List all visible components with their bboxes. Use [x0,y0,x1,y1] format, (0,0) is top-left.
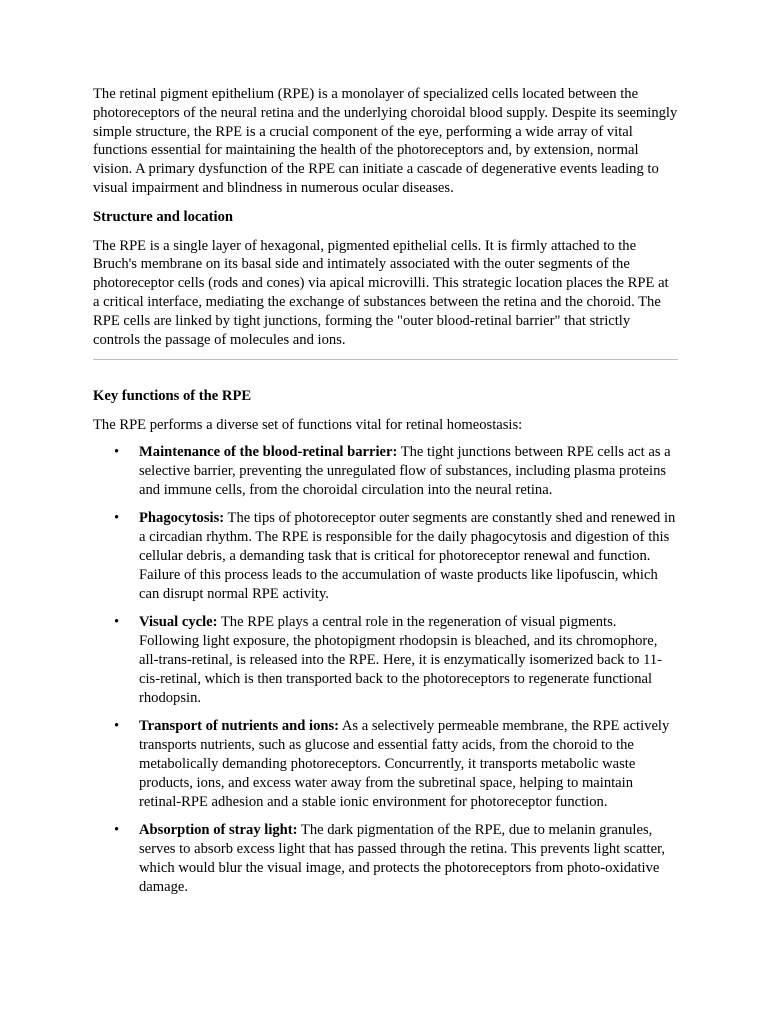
functions-heading: Key functions of the RPE [93,388,252,405]
list-item-text: The tight junctions between RPE cells act as a selective barrier, preventing the unregulated flow of substances, including plasma proteins and immune cells, from the choroidal circulation into the neural retina. [139,443,671,498]
bullet-icon: • [114,718,120,735]
list-item [93,509,678,603]
list-item-text: The dark pigmentation of the RPE, due to melanin granules, serves to absorb excess light that has passed through the retina. This prevents light scatter, which would blur the visual image, and protects the photoreceptors from photo-oxidative damage. [139,822,666,895]
bullet-icon: • [114,443,120,460]
functions-lead: The RPE performs a diverse set of functions vital for retinal homeostasis: [93,417,523,434]
list-item-term: Transport of nutrients and ions: [139,718,340,735]
bullet-icon: • [114,822,120,839]
section-divider [93,359,678,360]
list-item-text: The tips of photoreceptor outer segments are constantly shed and renewed in a circadian rhythm. The RPE is responsible for the daily phagocytosis and digestion of this cellular debris, a demanding task that is critical for photoreceptor renewal and function. Failure of this process leads to the accumulation of waste products like lipofuscin, which can disrupt normal RPE activity. [139,510,676,602]
list-item-text: The RPE plays a central role in the regeneration of visual pigments. Following light exposure, the photopigment rhodopsin is bleached, and its chromophore, all-trans-retinal, is released into the RPE. Here, it is enzymatically isomerized back to 11-cis-retinal, which is then transported back to the photoreceptors to regenerate functional rhodopsin. [139,614,663,706]
list-item [93,443,678,499]
list-item-term: Phagocytosis: [139,510,225,527]
bullet-icon: • [114,510,120,527]
functions-list [93,443,678,897]
list-item-term: Visual cycle: [139,614,218,631]
list-item [93,717,678,811]
list-item [93,821,678,896]
structure-paragraph: The RPE is a single layer of hexagonal, pigmented epithelial cells. It is firmly attached to the Bruch's membrane on its basal side and intimately associated with the outer segments of the photoreceptor cells (rods and cones) via apical microvilli. This strategic location places the RPE at a critical interface, mediating the exchange of substances between the retina and the choroid. The RPE cells are linked by tight junctions, forming the "outer blood-retinal barrier" that strictly controls the passage of molecules and ions. [93,237,669,348]
list-item-term: Maintenance of the blood-retinal barrier: [139,443,398,460]
intro-paragraph: The retinal pigment epithelium (RPE) is a monolayer of specialized cells located between the photoreceptors of the neural retina and the underlying choroidal blood supply. Despite its seemingly simple structure, the RPE is a crucial component of the eye, performing a wide array of vital functions essential for maintaining the health of the photoreceptors and, by extension, normal vision. A primary dysfunction of the RPE can initiate a cascade of degenerative events leading to visual impairment and blindness in numerous ocular diseases. [93,86,678,196]
list-item-text: As a selectively permeable membrane, the RPE actively transports nutrients, such as glucose and essential fatty acids, from the choroid to the metabolically demanding photoreceptors. Concurrently, it transports metabolic waste products, ions, and excess water away from the subretinal space, helping to maintain retinal-RPE adhesion and a stable ionic environment for photoreceptor function. [139,718,670,810]
list-item [93,613,678,707]
structure-heading: Structure and location [93,208,233,225]
document-page [93,85,678,906]
bullet-icon: • [114,614,120,631]
list-item-term: Absorption of stray light: [139,822,298,839]
